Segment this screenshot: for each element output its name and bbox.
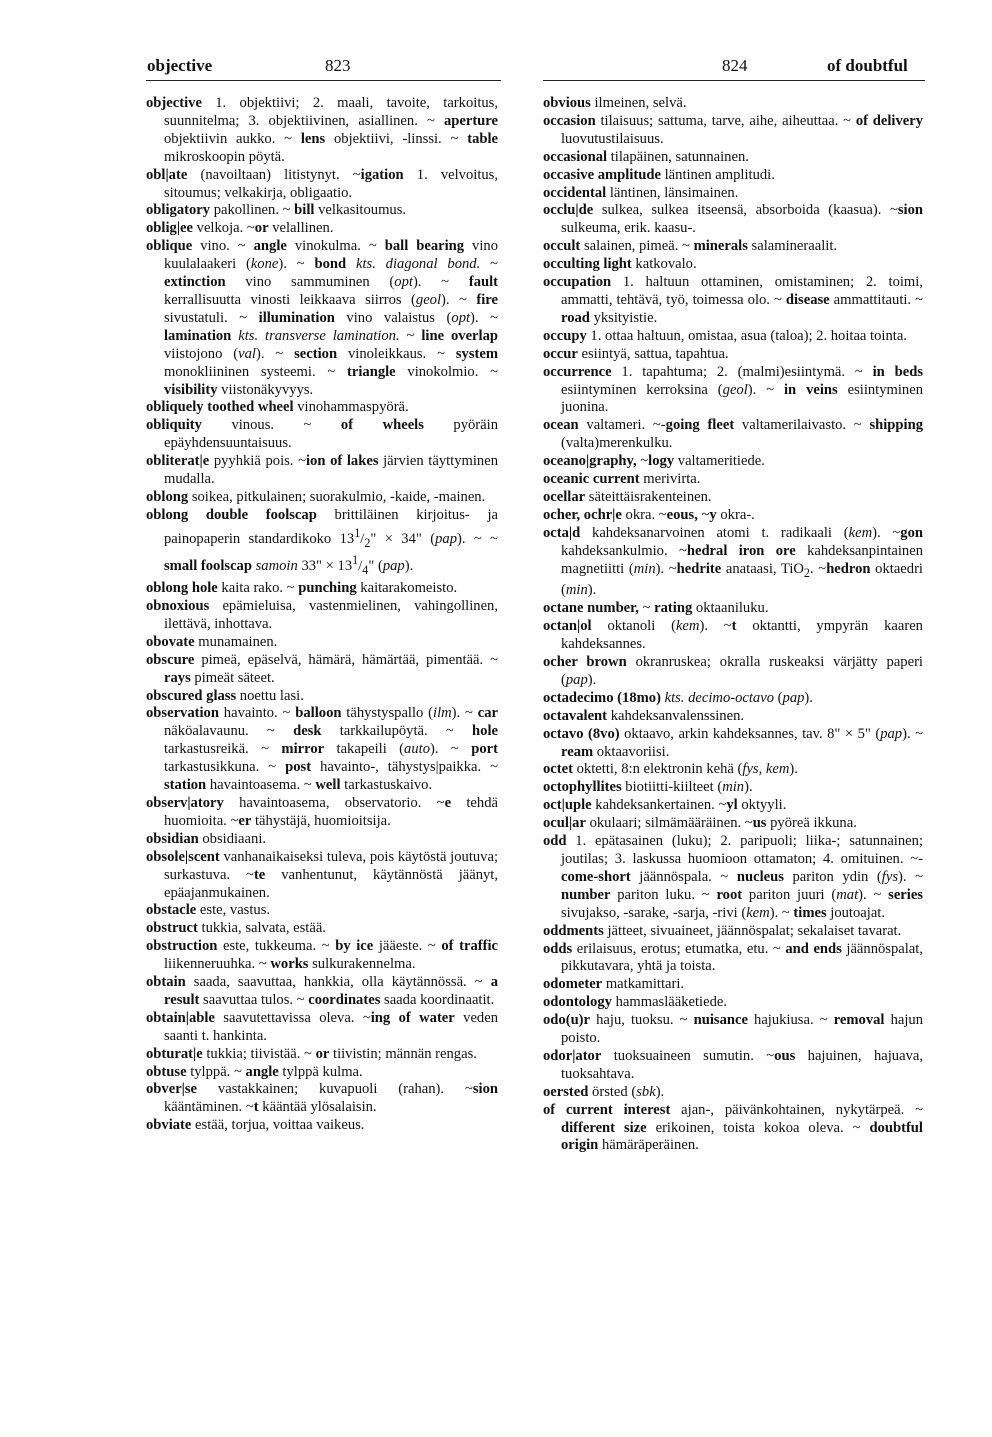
dictionary-entry: octadecimo (18mo) kts. decimo-octavo (pap). xyxy=(543,689,813,706)
dictionary-entry: of current interest ajan-, päivänkohtainen, nykytärpeä. ~ different size erikoinen, toista kokoa oleva. ~ doubtful origin hämäräperäinen. xyxy=(543,1101,923,1154)
right-column xyxy=(543,95,923,1155)
dictionary-entry: odontology hammaslääketiede. xyxy=(543,994,728,1011)
dictionary-entry: oblong hole kaita rako. ~ punching kaitarakomeisto. xyxy=(146,580,458,597)
left-column xyxy=(146,95,498,1135)
dictionary-entry: obligatory pakollinen. ~ bill velkasitoumus. xyxy=(146,202,407,219)
dictionary-entry: obnoxious epämieluisa, vastenmielinen, vahingollinen, ilettävä, inhottava. xyxy=(146,598,498,632)
left-guide-word: objective xyxy=(147,56,213,75)
dictionary-entry: oceanic current merivirta. xyxy=(543,471,701,488)
dictionary-entry: observation havainto. ~ balloon tähystyspallo (ilm). ~ car näköalavaunu. ~ desk tarkkailupöytä. ~ hole tarkastusreikä. ~ mirror takapeili (auto). ~ port tarkastusikkuna. ~ post havainto-, tähystys|paikka. ~ station havaintoasema. ~ well tarkastuskaivo. xyxy=(146,705,498,794)
dictionary-entry: obliterat|e pyyhkiä pois. ~ion of lakes järvien täyttyminen mudalla. xyxy=(146,453,498,488)
dictionary-entry: ocher, ochr|e okra. ~eous, ~y okra-. xyxy=(543,506,755,523)
dictionary-entry: ocellar säteittäisrakenteinen. xyxy=(543,488,712,505)
dictionary-entry: oblong double foolscap brittiläinen kirjoitus- ja painopaperin standardikoko $13^1/_2$" × 34" (pap). ~ ~ small foolscap samoin 33" × $13^1/_4$" (pap). xyxy=(146,506,499,578)
dictionary-entry: ocul|ar okulaari; silmämääräinen. ~us pyöreä ikkuna. xyxy=(543,815,857,832)
dictionary-entry: odometer matkamittari. xyxy=(543,976,685,993)
dictionary-entry: occupation 1. haltuun ottaminen, omistaminen; 2. toimi, ammatti, tehtävä, työ, toimessa olo. ~ disease ammattitauti. ~ road yksityistie. xyxy=(543,274,923,326)
dictionary-entry: obscured glass noettu lasi. xyxy=(146,687,304,704)
left-page-number: 823 xyxy=(325,56,351,75)
dictionary-entry: objective 1. objektiivi; 2. maali, tavoite, tarkoitus, suunnitelma; 3. objektiivinen, asiallinen. ~ aperture objektiivin aukko. ~ lens objektiivi, -linssi. ~ table mikroskoopin pöytä. xyxy=(146,95,499,165)
dictionary-entry: obviate estää, torjua, voittaa vaikeus. xyxy=(146,1117,365,1134)
dictionary-entry: obturat|e tukkia; tiivistää. ~ or tiivistin; männän rengas. xyxy=(146,1045,477,1062)
header-rule-left xyxy=(146,80,501,81)
dictionary-entry: obstruction este, tukkeuma. ~ by ice jääeste. ~ of traffic liikenneruuhka. ~ works sulkurakennelma. xyxy=(146,938,498,973)
dictionary-entry: obtain|able saavutettavissa oleva. ~ing of water veden saanti t. hankinta. xyxy=(146,1009,498,1044)
dictionary-entry: octavalent kahdeksanvalenssinen. xyxy=(543,707,745,724)
dictionary-entry: octophyllites biotiitti-kiilteet (min). xyxy=(543,779,753,796)
dictionary-entry: occasive amplitude läntinen amplitudi. xyxy=(543,166,775,183)
dictionary-entry: oddments jätteet, sivuaineet, jäännöspalat; sekalaiset tavarat. xyxy=(543,922,902,939)
dictionary-entry: occasional tilapäinen, satunnainen. xyxy=(543,148,749,165)
dictionary-entry: obstacle este, vastus. xyxy=(146,902,271,919)
dictionary-entry: octet oktetti, 8:n elektronin kehä (fys, kem). xyxy=(543,761,798,778)
dictionary-entry: octan|ol oktanoli (kem). ~t oktantti, ympyrän kaaren kahdeksannes. xyxy=(543,618,923,653)
header-rule-right xyxy=(543,80,925,81)
dictionary-entry: occult salainen, pimeä. ~ minerals salamineraalit. xyxy=(543,238,838,255)
dictionary-entry: odor|ator tuoksuaineen sumutin. ~ous hajuinen, hajuava, tuoksahtava. xyxy=(543,1047,923,1082)
dictionary-entry: obscure pimeä, epäselvä, hämärä, hämärtää, pimentää. ~ rays pimeät säteet. xyxy=(146,651,498,686)
dictionary-entry: occasion tilaisuus; sattuma, tarve, aihe, aiheuttaa. ~ of delivery luovutustilaisuus. xyxy=(543,112,924,147)
dictionary-entry: ocher brown okranruskea; okralla ruskeaksi värjätty paperi (pap). xyxy=(543,654,923,688)
dictionary-entry: obvious ilmeinen, selvä. xyxy=(543,95,687,111)
dictionary-entry: ocean valtameri. ~-going fleet valtamerilaivasto. ~ shipping (valta)merenkulku. xyxy=(543,417,923,452)
dictionary-entry: oblique vino. ~ angle vinokulma. ~ ball bearing vino kuulalaakeri (kone). ~ bond kts. diagonal bond. ~ extinction vino sammuminen (opt). ~ fault kerrallisuutta vinosti leikkaava siirros (geol). ~ fire sivustatuli. ~ illumination vino valaistus (opt). ~ lamination kts. transverse lamination. ~ line overlap viistojono (val). ~ section vinoleikkaus. ~ system monokliininen systeemi. ~ triangle vinokolmio. ~ visibility viistonäkyvyys. xyxy=(146,238,499,398)
dictionary-entry: oersted örsted (sbk). xyxy=(543,1083,665,1100)
dictionary-entry: obliquely toothed wheel vinohammaspyörä. xyxy=(146,399,409,416)
dictionary-entry: oblong soikea, pitkulainen; suorakulmio, -kaide, -mainen. xyxy=(146,488,486,505)
dictionary-entry: octa|d kahdeksanarvoinen atomi t. radikaali (kem). ~gon kahdeksankulmio. ~hedral iron ore kahdeksanpintainen magnetiitti (min). ~hedrite anataasi, TiO$_2$. ~hedron oktaedri (min). xyxy=(543,524,923,599)
dictionary-entry: occulting light katkovalo. xyxy=(543,256,697,273)
dictionary-entry: oblig|ee velkoja. ~or velallinen. xyxy=(146,220,334,237)
dictionary-entry: oct|uple kahdeksankertainen. ~yl oktyyli. xyxy=(543,797,787,814)
dictionary-entry: obsole|scent vanhanaikaiseksi tuleva, pois käytöstä joutuva; surkastuva. ~te vanhentunut, käytännöstä jäänyt, epäajanmukainen. xyxy=(146,848,499,901)
dictionary-entry: obliquity vinous. ~ of wheels pyöräin epäyhdensuuntaisuus. xyxy=(146,417,498,452)
dictionary-entry: obovate munamainen. xyxy=(146,633,278,650)
dictionary-entry: occidental läntinen, länsimainen. xyxy=(543,184,739,201)
dictionary-entry: octane number, ~ rating oktaaniluku. xyxy=(543,600,769,617)
dictionary-entry: occupy 1. ottaa haltuun, omistaa, asua (taloa); 2. hoitaa tointa. xyxy=(543,327,907,344)
dictionary-entry: occur esiintyä, sattua, tapahtua. xyxy=(543,345,729,362)
right-guide-word: of doubtful xyxy=(827,56,908,75)
dictionary-entry: occlu|de sulkea, sulkea itseensä, absorboida (kaasua). ~sion sulkeuma, erik. kaasu-. xyxy=(543,202,923,237)
dictionary-entry: obver|se vastakkainen; kuvapuoli (rahan). ~sion kääntäminen. ~t kääntää ylösalaisin. xyxy=(146,1081,498,1116)
dictionary-entry: odd 1. epätasainen (luku); 2. paripuoli; liika-; satunnainen; joutilas; 3. laskussa huomioon ottamaton; 4. omituinen. ~-come-short jäännöspala. ~ nucleus pariton ydin (fys). ~ number pariton luku. ~ root pariton juuri (mat). ~ series sivujakso, -sarake, -sarja, -rivi (kem). ~ times joutoajat. xyxy=(543,833,923,921)
dictionary-entry: octavo (8vo) oktaavo, arkin kahdeksannes, tav. 8" × 5" (pap). ~ ream oktaavoriisi. xyxy=(543,725,923,760)
dictionary-entry: oceano|graphy, ~logy valtameritiede. xyxy=(543,453,765,470)
dictionary-entry: obtuse tylppä. ~ angle tylppä kulma. xyxy=(146,1063,363,1080)
dictionary-entry: observ|atory havaintoasema, observatorio. ~e tehdä huomioita. ~er tähystäjä, huomioitsija. xyxy=(146,794,498,829)
dictionary-entry: obstruct tukkia, salvata, estää. xyxy=(146,920,326,937)
dictionary-entry: obl|ate (navoiltaan) litistynyt. ~igation 1. velvoitus, sitoumus; velkakirja, obligaatio. xyxy=(146,166,498,201)
dictionary-entry: obsidian obsidiaani. xyxy=(146,830,267,847)
dictionary-entry: occurrence 1. tapahtuma; 2. (malmi)esiintymä. ~ in beds esiintyminen kerroksina (geol). ~ in veins esiintyminen juonina. xyxy=(543,363,923,416)
dictionary-entry: odds erilaisuus, erotus; etumatka, etu. ~ and ends jäännöspalat, pikkutavara, yhtä ja toista. xyxy=(543,940,923,975)
dictionary-entry: odo(u)r haju, tuoksu. ~ nuisance hajukiusa. ~ removal hajun poisto. xyxy=(543,1012,923,1047)
dictionary-entry: obtain saada, saavuttaa, hankkia, olla käytännössä. ~ a result saavuttaa tulos. ~ coordinates saada koordinaatit. xyxy=(146,974,498,1008)
right-page-number: 824 xyxy=(722,56,748,75)
